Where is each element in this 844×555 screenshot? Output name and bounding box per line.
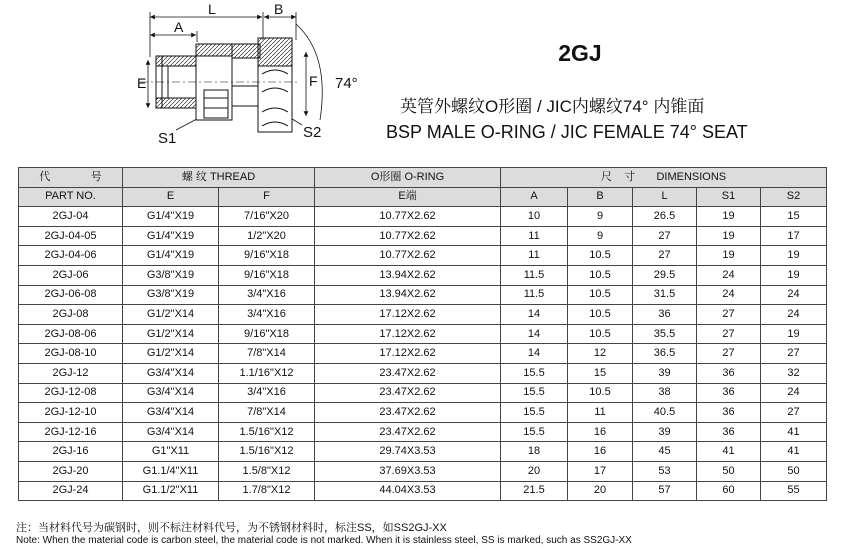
part-no-cell: 2GJ-12-16 xyxy=(19,422,123,442)
thread-e-cell: G1"X11 xyxy=(123,442,219,462)
sub-header-row xyxy=(19,187,827,207)
thread-e-cell: G1.1/2"X11 xyxy=(123,481,219,501)
thread-f-cell: 3/4"X16 xyxy=(219,383,315,403)
dim-a-cell: 14 xyxy=(501,324,568,344)
dim-l-cell: 27 xyxy=(633,246,697,266)
dim-l-cell: 53 xyxy=(633,461,697,481)
dim-b-cell: 11 xyxy=(568,403,633,423)
oring-cell: 37.69X3.53 xyxy=(315,461,501,481)
product-code: 2GJ xyxy=(558,40,602,66)
table-row xyxy=(19,324,827,344)
part-no-cell: 2GJ-12-08 xyxy=(19,383,123,403)
dim-l-cell: 38 xyxy=(633,383,697,403)
dim-s2-cell: 19 xyxy=(761,324,827,344)
dim-a-cell: 14 xyxy=(501,305,568,325)
part-no-cell: 2GJ-04-06 xyxy=(19,246,123,266)
dim-s1-cell: 19 xyxy=(697,207,761,227)
thread-f-cell: 1.5/16"X12 xyxy=(219,442,315,462)
part-no-cell: 2GJ-06-08 xyxy=(19,285,123,305)
dim-b-cell: 10.5 xyxy=(568,265,633,285)
thread-e-cell: G3/4"X14 xyxy=(123,363,219,383)
dim-s1-cell: 36 xyxy=(697,383,761,403)
part-no-cell: 2GJ-04 xyxy=(19,207,123,227)
dim-b-cell: 15 xyxy=(568,363,633,383)
dim-s1-cell: 27 xyxy=(697,344,761,364)
dim-s1-cell: 19 xyxy=(697,246,761,266)
thread-f-cell: 1/2"X20 xyxy=(219,226,315,246)
dim-s1-cell: 36 xyxy=(697,422,761,442)
thread-f-cell: 3/4"X16 xyxy=(219,305,315,325)
dim-l-cell: 27 xyxy=(633,226,697,246)
oring-cell: 13.94X2.62 xyxy=(315,285,501,305)
dim-s2-cell: 19 xyxy=(761,265,827,285)
dim-b-cell: 10.5 xyxy=(568,383,633,403)
s2-header: S2 xyxy=(761,187,827,207)
dim-l-cell: 36.5 xyxy=(633,344,697,364)
thread-f-cell: 9/16"X18 xyxy=(219,265,315,285)
oring-cell: 23.47X2.62 xyxy=(315,363,501,383)
dim-a-cell: 15.5 xyxy=(501,422,568,442)
dim-s2-cell: 41 xyxy=(761,422,827,442)
dim-s2-cell: 24 xyxy=(761,285,827,305)
a-header: A xyxy=(501,187,568,207)
oring-header: O形圈 O-RING xyxy=(315,168,501,188)
dim-l-cell: 36 xyxy=(633,305,697,325)
thread-e-cell: G1/4"X19 xyxy=(123,246,219,266)
code-header: 代 号 xyxy=(19,168,123,188)
dimensions-header: 尺 寸 DIMENSIONS xyxy=(501,168,827,188)
table-row xyxy=(19,344,827,364)
thread-f-cell: 9/16"X18 xyxy=(219,324,315,344)
thread-f-cell: 7/8"X14 xyxy=(219,344,315,364)
dim-b-cell: 10.5 xyxy=(568,305,633,325)
thread-f-cell: 7/16"X20 xyxy=(219,207,315,227)
dim-s1-cell: 24 xyxy=(697,285,761,305)
title-english: BSP MALE O-RING / JIC FEMALE 74° SEAT xyxy=(386,122,748,142)
e-thread-header: E xyxy=(123,187,219,207)
thread-e-cell: G3/8"X19 xyxy=(123,265,219,285)
dim-s1-cell: 19 xyxy=(697,226,761,246)
l-header: L xyxy=(633,187,697,207)
note-english: Note: When the material code is carbon steel, the material code is not marked. When it is stainless steel, SS is marked, such as SS2GJ-XX xyxy=(16,535,632,546)
dim-a-cell: 15.5 xyxy=(501,383,568,403)
table-row xyxy=(19,265,827,285)
dim-b-cell: 9 xyxy=(568,226,633,246)
f-thread-header: F xyxy=(219,187,315,207)
oring-cell: 13.94X2.62 xyxy=(315,265,501,285)
dim-l-cell: 39 xyxy=(633,363,697,383)
dim-b-cell: 16 xyxy=(568,422,633,442)
part-no-cell: 2GJ-12 xyxy=(19,363,123,383)
part-no-cell: 2GJ-04-05 xyxy=(19,226,123,246)
dim-s2-cell: 15 xyxy=(761,207,827,227)
dim-label-a: A xyxy=(174,19,184,35)
title-chinese: 英管外螺纹O形圈 / JIC内螺纹74° 内锥面 xyxy=(400,97,705,116)
table-row xyxy=(19,422,827,442)
dim-s2-cell: 19 xyxy=(761,246,827,266)
thread-f-cell: 9/16"X18 xyxy=(219,246,315,266)
dim-s2-cell: 24 xyxy=(761,305,827,325)
dim-label-b: B xyxy=(274,1,284,17)
thread-e-cell: G1.1/4"X11 xyxy=(123,461,219,481)
dim-s2-cell: 27 xyxy=(761,403,827,423)
oring-cell: 23.47X2.62 xyxy=(315,403,501,423)
dim-label-e: E xyxy=(137,75,147,91)
dim-b-cell: 17 xyxy=(568,461,633,481)
part-no-header: PART NO. xyxy=(19,187,123,207)
e-end-header: E端 xyxy=(315,187,501,207)
s1-header: S1 xyxy=(697,187,761,207)
thread-f-cell: 1.1/16"X12 xyxy=(219,363,315,383)
oring-cell: 10.77X2.62 xyxy=(315,207,501,227)
dim-label-s2: S2 xyxy=(303,124,322,141)
dim-s1-cell: 41 xyxy=(697,442,761,462)
thread-f-cell: 3/4"X16 xyxy=(219,285,315,305)
thread-f-cell: 1.7/8"X12 xyxy=(219,481,315,501)
part-no-cell: 2GJ-16 xyxy=(19,442,123,462)
table-row xyxy=(19,481,827,501)
dim-label-angle: 74° xyxy=(335,75,358,92)
oring-cell: 17.12X2.62 xyxy=(315,344,501,364)
dim-b-cell: 9 xyxy=(568,207,633,227)
dim-s2-cell: 27 xyxy=(761,344,827,364)
oring-cell: 17.12X2.62 xyxy=(315,324,501,344)
dim-s1-cell: 36 xyxy=(697,363,761,383)
dim-a-cell: 21.5 xyxy=(501,481,568,501)
dim-a-cell: 11 xyxy=(501,226,568,246)
dimensions-table xyxy=(18,167,827,501)
thread-header: 螺 纹 THREAD xyxy=(123,168,315,188)
part-no-cell: 2GJ-24 xyxy=(19,481,123,501)
dim-a-cell: 15.5 xyxy=(501,403,568,423)
thread-e-cell: G3/8"X19 xyxy=(123,285,219,305)
thread-e-cell: G1/2"X14 xyxy=(123,344,219,364)
dim-l-cell: 35.5 xyxy=(633,324,697,344)
part-no-cell: 2GJ-20 xyxy=(19,461,123,481)
thread-e-cell: G1/4"X19 xyxy=(123,207,219,227)
dim-s1-cell: 27 xyxy=(697,305,761,325)
table-row xyxy=(19,403,827,423)
table-row xyxy=(19,246,827,266)
dim-l-cell: 57 xyxy=(633,481,697,501)
fitting-drawing xyxy=(0,0,380,160)
thread-e-cell: G1/4"X19 xyxy=(123,226,219,246)
table-row xyxy=(19,305,827,325)
dim-b-cell: 20 xyxy=(568,481,633,501)
dim-a-cell: 18 xyxy=(501,442,568,462)
note-chinese: 注：当材料代号为碳钢时，则不标注材料代号，为不锈钢材料时，标注SS，如SS2GJ-XX xyxy=(16,522,447,534)
dim-l-cell: 45 xyxy=(633,442,697,462)
dim-s1-cell: 50 xyxy=(697,461,761,481)
dim-s2-cell: 41 xyxy=(761,442,827,462)
dim-s1-cell: 27 xyxy=(697,324,761,344)
dim-label-s1: S1 xyxy=(158,130,177,147)
dim-a-cell: 11.5 xyxy=(501,285,568,305)
thread-f-cell: 1.5/16"X12 xyxy=(219,422,315,442)
dim-s2-cell: 24 xyxy=(761,383,827,403)
dim-a-cell: 14 xyxy=(501,344,568,364)
dim-a-cell: 11 xyxy=(501,246,568,266)
dim-l-cell: 26.5 xyxy=(633,207,697,227)
oring-cell: 10.77X2.62 xyxy=(315,226,501,246)
table-row xyxy=(19,285,827,305)
thread-e-cell: G1/2"X14 xyxy=(123,324,219,344)
oring-cell: 29.74X3.53 xyxy=(315,442,501,462)
thread-e-cell: G3/4"X14 xyxy=(123,403,219,423)
table-row xyxy=(19,207,827,227)
dim-b-cell: 16 xyxy=(568,442,633,462)
part-no-cell: 2GJ-08-06 xyxy=(19,324,123,344)
dim-l-cell: 40.5 xyxy=(633,403,697,423)
dim-l-cell: 39 xyxy=(633,422,697,442)
thread-e-cell: G1/2"X14 xyxy=(123,305,219,325)
oring-cell: 23.47X2.62 xyxy=(315,422,501,442)
table-row xyxy=(19,383,827,403)
table-row xyxy=(19,442,827,462)
oring-cell: 10.77X2.62 xyxy=(315,246,501,266)
fitting-body xyxy=(140,38,300,132)
dim-l-cell: 31.5 xyxy=(633,285,697,305)
part-no-cell: 2GJ-08 xyxy=(19,305,123,325)
dim-s2-cell: 50 xyxy=(761,461,827,481)
dim-a-cell: 11.5 xyxy=(501,265,568,285)
dim-l-cell: 29.5 xyxy=(633,265,697,285)
dim-label-f: F xyxy=(309,73,318,89)
dim-s2-cell: 32 xyxy=(761,363,827,383)
b-header: B xyxy=(568,187,633,207)
part-no-cell: 2GJ-08-10 xyxy=(19,344,123,364)
table-row xyxy=(19,226,827,246)
thread-f-cell: 7/8"X14 xyxy=(219,403,315,423)
dim-s1-cell: 60 xyxy=(697,481,761,501)
table-row xyxy=(19,363,827,383)
dim-b-cell: 12 xyxy=(568,344,633,364)
table-row xyxy=(19,461,827,481)
oring-cell: 17.12X2.62 xyxy=(315,305,501,325)
dim-s1-cell: 24 xyxy=(697,265,761,285)
part-no-cell: 2GJ-12-10 xyxy=(19,403,123,423)
dim-b-cell: 10.5 xyxy=(568,285,633,305)
thread-e-cell: G3/4"X14 xyxy=(123,422,219,442)
group-header-row xyxy=(19,168,827,188)
dim-s1-cell: 36 xyxy=(697,403,761,423)
part-no-cell: 2GJ-06 xyxy=(19,265,123,285)
thread-e-cell: G3/4"X14 xyxy=(123,383,219,403)
dim-s2-cell: 17 xyxy=(761,226,827,246)
dim-a-cell: 10 xyxy=(501,207,568,227)
dim-a-cell: 20 xyxy=(501,461,568,481)
oring-cell: 23.47X2.62 xyxy=(315,383,501,403)
thread-f-cell: 1.5/8"X12 xyxy=(219,461,315,481)
dim-b-cell: 10.5 xyxy=(568,324,633,344)
dim-b-cell: 10.5 xyxy=(568,246,633,266)
dim-a-cell: 15.5 xyxy=(501,363,568,383)
oring-cell: 44.04X3.53 xyxy=(315,481,501,501)
dim-s2-cell: 55 xyxy=(761,481,827,501)
dim-label-l: L xyxy=(208,1,216,17)
